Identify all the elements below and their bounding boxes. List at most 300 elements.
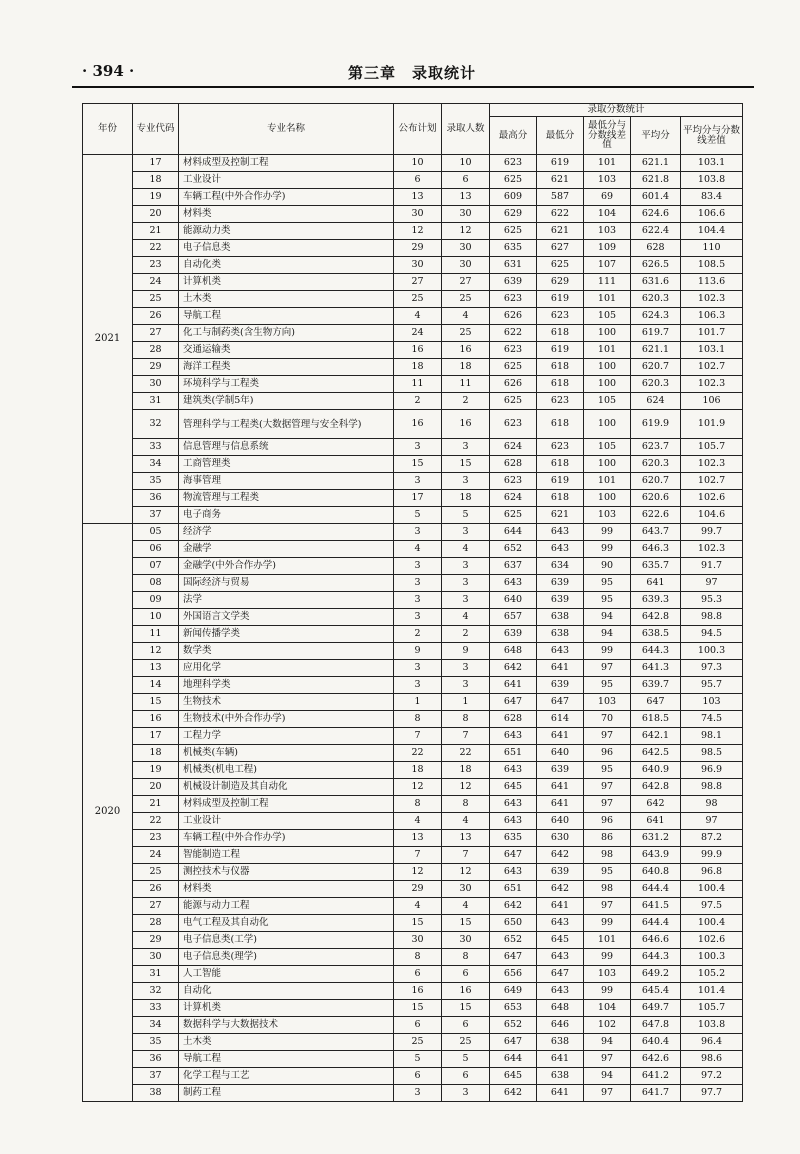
avg-score-cell: 631.2	[631, 830, 681, 847]
admitted-cell: 2	[442, 626, 490, 643]
major-code-cell: 28	[133, 915, 179, 932]
major-code-cell: 25	[133, 291, 179, 308]
avg-diff-cell: 103.8	[681, 1017, 743, 1034]
admitted-cell: 3	[442, 660, 490, 677]
major-name-cell: 智能制造工程	[179, 847, 394, 864]
avg-diff-cell: 98.8	[681, 779, 743, 796]
table-row	[83, 558, 743, 575]
major-code-cell: 25	[133, 864, 179, 881]
admitted-cell: 4	[442, 541, 490, 558]
min-score-cell: 618	[537, 490, 584, 507]
max-score-cell: 628	[490, 456, 537, 473]
major-name-cell: 信息管理与信息系统	[179, 439, 394, 456]
max-score-cell: 643	[490, 575, 537, 592]
max-score-cell: 657	[490, 609, 537, 626]
max-score-cell: 656	[490, 966, 537, 983]
major-code-cell: 18	[133, 172, 179, 189]
min-diff-cell: 99	[584, 983, 631, 1000]
min-score-cell: 643	[537, 524, 584, 541]
avg-score-cell: 621.1	[631, 342, 681, 359]
table-row	[83, 1034, 743, 1051]
avg-diff-cell: 98.5	[681, 745, 743, 762]
min-diff-cell: 94	[584, 609, 631, 626]
planned-cell: 3	[394, 558, 442, 575]
major-name-cell: 海事管理	[179, 473, 394, 490]
min-diff-cell: 99	[584, 524, 631, 541]
min-diff-cell: 101	[584, 291, 631, 308]
avg-score-cell: 649.2	[631, 966, 681, 983]
max-score-cell: 645	[490, 779, 537, 796]
table-row	[83, 745, 743, 762]
admitted-cell: 8	[442, 711, 490, 728]
major-name-cell: 材料成型及控制工程	[179, 155, 394, 172]
avg-score-cell: 639.7	[631, 677, 681, 694]
major-code-cell: 22	[133, 813, 179, 830]
major-code-cell: 32	[133, 983, 179, 1000]
planned-cell: 22	[394, 745, 442, 762]
max-score-cell: 643	[490, 796, 537, 813]
major-code-cell: 33	[133, 439, 179, 456]
planned-cell: 30	[394, 257, 442, 274]
min-score-cell: 623	[537, 393, 584, 410]
min-score-cell: 643	[537, 915, 584, 932]
table-row	[83, 342, 743, 359]
avg-diff-cell: 91.7	[681, 558, 743, 575]
admitted-cell: 15	[442, 456, 490, 473]
avg-score-cell: 628	[631, 240, 681, 257]
avg-diff-cell: 101.9	[681, 410, 743, 439]
avg-score-cell: 644.3	[631, 643, 681, 660]
planned-cell: 17	[394, 490, 442, 507]
avg-score-cell: 621.1	[631, 155, 681, 172]
planned-cell: 3	[394, 524, 442, 541]
min-diff-cell: 90	[584, 558, 631, 575]
planned-cell: 5	[394, 1051, 442, 1068]
admitted-cell: 4	[442, 898, 490, 915]
major-code-cell: 21	[133, 223, 179, 240]
major-name-cell: 交通运输类	[179, 342, 394, 359]
avg-score-cell: 641.3	[631, 660, 681, 677]
major-name-cell: 车辆工程(中外合作办学)	[179, 189, 394, 206]
major-code-cell: 05	[133, 524, 179, 541]
major-name-cell: 金融学(中外合作办学)	[179, 558, 394, 575]
major-code-cell: 17	[133, 155, 179, 172]
avg-diff-cell: 74.5	[681, 711, 743, 728]
min-diff-cell: 95	[584, 592, 631, 609]
avg-diff-cell: 102.6	[681, 490, 743, 507]
table-row	[83, 575, 743, 592]
max-score-cell: 645	[490, 1068, 537, 1085]
avg-diff-cell: 102.6	[681, 932, 743, 949]
table-row	[83, 847, 743, 864]
max-score-cell: 622	[490, 325, 537, 342]
min-score-cell: 623	[537, 439, 584, 456]
min-diff-cell: 97	[584, 1051, 631, 1068]
max-score-cell: 623	[490, 155, 537, 172]
major-name-cell: 数据科学与大数据技术	[179, 1017, 394, 1034]
admitted-cell: 15	[442, 1000, 490, 1017]
min-diff-cell: 97	[584, 779, 631, 796]
year-cell: 2021	[83, 155, 133, 524]
admission-table-container	[82, 103, 742, 1102]
avg-score-cell: 644.4	[631, 915, 681, 932]
avg-diff-cell: 103.8	[681, 172, 743, 189]
major-code-cell: 13	[133, 660, 179, 677]
major-code-cell: 30	[133, 376, 179, 393]
admitted-cell: 6	[442, 1017, 490, 1034]
major-code-cell: 16	[133, 711, 179, 728]
min-score-cell: 641	[537, 1085, 584, 1102]
min-diff-cell: 95	[584, 677, 631, 694]
table-row	[83, 677, 743, 694]
planned-cell: 6	[394, 1068, 442, 1085]
max-score-cell: 647	[490, 949, 537, 966]
table-row	[83, 949, 743, 966]
avg-diff-cell: 97.7	[681, 1085, 743, 1102]
admitted-cell: 25	[442, 1034, 490, 1051]
admitted-cell: 18	[442, 490, 490, 507]
table-row	[83, 490, 743, 507]
min-score-cell: 645	[537, 932, 584, 949]
table-row	[83, 779, 743, 796]
avg-diff-cell: 98.1	[681, 728, 743, 745]
planned-cell: 8	[394, 949, 442, 966]
avg-score-cell: 620.3	[631, 456, 681, 473]
avg-diff-cell: 97.2	[681, 1068, 743, 1085]
table-row	[83, 626, 743, 643]
avg-score-cell: 620.3	[631, 291, 681, 308]
admitted-cell: 3	[442, 1085, 490, 1102]
min-score-cell: 618	[537, 410, 584, 439]
major-name-cell: 工程力学	[179, 728, 394, 745]
admitted-cell: 1	[442, 694, 490, 711]
admitted-cell: 5	[442, 1051, 490, 1068]
avg-diff-cell: 100.3	[681, 949, 743, 966]
admitted-cell: 2	[442, 393, 490, 410]
planned-cell: 15	[394, 915, 442, 932]
avg-diff-cell: 101.7	[681, 325, 743, 342]
planned-cell: 4	[394, 541, 442, 558]
header-avg-diff: 平均分与分数线差值	[681, 117, 743, 155]
avg-diff-cell: 98.8	[681, 609, 743, 626]
admitted-cell: 18	[442, 359, 490, 376]
table-row	[83, 983, 743, 1000]
admitted-cell: 3	[442, 439, 490, 456]
min-score-cell: 647	[537, 966, 584, 983]
table-row	[83, 507, 743, 524]
admitted-cell: 30	[442, 240, 490, 257]
avg-score-cell: 644.4	[631, 881, 681, 898]
avg-diff-cell: 103	[681, 694, 743, 711]
table-row	[83, 1085, 743, 1102]
min-diff-cell: 96	[584, 745, 631, 762]
avg-score-cell: 624	[631, 393, 681, 410]
avg-score-cell: 646.6	[631, 932, 681, 949]
min-diff-cell: 104	[584, 1000, 631, 1017]
max-score-cell: 625	[490, 507, 537, 524]
avg-score-cell: 620.7	[631, 473, 681, 490]
planned-cell: 3	[394, 1085, 442, 1102]
avg-score-cell: 601.4	[631, 189, 681, 206]
table-row	[83, 796, 743, 813]
min-score-cell: 643	[537, 541, 584, 558]
major-code-cell: 35	[133, 473, 179, 490]
planned-cell: 25	[394, 1034, 442, 1051]
avg-diff-cell: 102.7	[681, 359, 743, 376]
min-diff-cell: 99	[584, 915, 631, 932]
min-score-cell: 639	[537, 592, 584, 609]
major-code-cell: 34	[133, 456, 179, 473]
avg-diff-cell: 104.6	[681, 507, 743, 524]
min-score-cell: 641	[537, 660, 584, 677]
avg-diff-cell: 96.9	[681, 762, 743, 779]
table-row	[83, 376, 743, 393]
avg-diff-cell: 97.3	[681, 660, 743, 677]
major-code-cell: 20	[133, 206, 179, 223]
avg-diff-cell: 106	[681, 393, 743, 410]
major-name-cell: 国际经济与贸易	[179, 575, 394, 592]
avg-diff-cell: 102.3	[681, 376, 743, 393]
planned-cell: 8	[394, 711, 442, 728]
min-score-cell: 621	[537, 223, 584, 240]
max-score-cell: 609	[490, 189, 537, 206]
major-name-cell: 计算机类	[179, 1000, 394, 1017]
avg-score-cell: 644.3	[631, 949, 681, 966]
avg-diff-cell: 106.3	[681, 308, 743, 325]
avg-score-cell: 641	[631, 575, 681, 592]
planned-cell: 24	[394, 325, 442, 342]
min-score-cell: 618	[537, 456, 584, 473]
min-score-cell: 614	[537, 711, 584, 728]
max-score-cell: 640	[490, 592, 537, 609]
admitted-cell: 7	[442, 728, 490, 745]
avg-diff-cell: 103.1	[681, 155, 743, 172]
avg-diff-cell: 100.4	[681, 881, 743, 898]
min-score-cell: 619	[537, 291, 584, 308]
min-diff-cell: 97	[584, 796, 631, 813]
avg-score-cell: 640.4	[631, 1034, 681, 1051]
admitted-cell: 22	[442, 745, 490, 762]
min-diff-cell: 100	[584, 359, 631, 376]
table-row	[83, 257, 743, 274]
max-score-cell: 651	[490, 745, 537, 762]
avg-diff-cell: 104.4	[681, 223, 743, 240]
planned-cell: 30	[394, 206, 442, 223]
avg-score-cell: 622.4	[631, 223, 681, 240]
max-score-cell: 643	[490, 813, 537, 830]
major-name-cell: 导航工程	[179, 1051, 394, 1068]
planned-cell: 6	[394, 966, 442, 983]
avg-score-cell: 639.3	[631, 592, 681, 609]
min-diff-cell: 94	[584, 626, 631, 643]
min-diff-cell: 98	[584, 881, 631, 898]
planned-cell: 8	[394, 796, 442, 813]
planned-cell: 18	[394, 762, 442, 779]
planned-cell: 27	[394, 274, 442, 291]
max-score-cell: 625	[490, 359, 537, 376]
min-diff-cell: 95	[584, 575, 631, 592]
table-row	[83, 762, 743, 779]
admitted-cell: 6	[442, 966, 490, 983]
min-score-cell: 622	[537, 206, 584, 223]
table-row	[83, 308, 743, 325]
avg-diff-cell: 95.7	[681, 677, 743, 694]
max-score-cell: 643	[490, 864, 537, 881]
major-name-cell: 计算机类	[179, 274, 394, 291]
avg-score-cell: 624.3	[631, 308, 681, 325]
min-diff-cell: 101	[584, 932, 631, 949]
major-code-cell: 09	[133, 592, 179, 609]
max-score-cell: 624	[490, 490, 537, 507]
major-code-cell: 30	[133, 949, 179, 966]
avg-score-cell: 638.5	[631, 626, 681, 643]
chapter-title: 第三章 录取统计	[347, 64, 476, 82]
avg-diff-cell: 101.4	[681, 983, 743, 1000]
table-row	[83, 439, 743, 456]
major-name-cell: 材料类	[179, 206, 394, 223]
major-name-cell: 人工智能	[179, 966, 394, 983]
header-avg-score: 平均分	[631, 117, 681, 155]
header-rule	[72, 86, 754, 88]
admitted-cell: 30	[442, 206, 490, 223]
avg-score-cell: 642.5	[631, 745, 681, 762]
avg-score-cell: 621.8	[631, 172, 681, 189]
major-name-cell: 工业设计	[179, 172, 394, 189]
min-diff-cell: 104	[584, 206, 631, 223]
min-diff-cell: 97	[584, 1085, 631, 1102]
min-diff-cell: 101	[584, 473, 631, 490]
table-row	[83, 932, 743, 949]
min-score-cell: 648	[537, 1000, 584, 1017]
major-name-cell: 应用化学	[179, 660, 394, 677]
min-diff-cell: 100	[584, 456, 631, 473]
min-score-cell: 618	[537, 325, 584, 342]
max-score-cell: 644	[490, 524, 537, 541]
admitted-cell: 16	[442, 342, 490, 359]
year-cell: 2020	[83, 524, 133, 1102]
page-number: · 394 ·	[82, 62, 135, 80]
planned-cell: 12	[394, 779, 442, 796]
table-row	[83, 274, 743, 291]
table-row	[83, 473, 743, 490]
major-code-cell: 12	[133, 643, 179, 660]
avg-score-cell: 635.7	[631, 558, 681, 575]
min-diff-cell: 107	[584, 257, 631, 274]
min-diff-cell: 102	[584, 1017, 631, 1034]
min-score-cell: 641	[537, 728, 584, 745]
major-code-cell: 11	[133, 626, 179, 643]
table-row	[83, 524, 743, 541]
header-major-code: 专业代码	[133, 104, 179, 155]
avg-diff-cell: 94.5	[681, 626, 743, 643]
min-score-cell: 640	[537, 813, 584, 830]
min-diff-cell: 109	[584, 240, 631, 257]
table-row	[83, 915, 743, 932]
max-score-cell: 625	[490, 393, 537, 410]
table-row	[83, 541, 743, 558]
planned-cell: 12	[394, 864, 442, 881]
table-row	[83, 206, 743, 223]
min-score-cell: 621	[537, 507, 584, 524]
min-score-cell: 638	[537, 1034, 584, 1051]
planned-cell: 12	[394, 223, 442, 240]
min-score-cell: 643	[537, 983, 584, 1000]
table-row	[83, 643, 743, 660]
max-score-cell: 649	[490, 983, 537, 1000]
avg-diff-cell: 96.4	[681, 1034, 743, 1051]
table-row	[83, 898, 743, 915]
avg-score-cell: 642.6	[631, 1051, 681, 1068]
major-code-cell: 37	[133, 1068, 179, 1085]
major-code-cell: 24	[133, 274, 179, 291]
max-score-cell: 644	[490, 1051, 537, 1068]
major-name-cell: 地理科学类	[179, 677, 394, 694]
min-diff-cell: 69	[584, 189, 631, 206]
min-diff-cell: 103	[584, 694, 631, 711]
table-row	[83, 813, 743, 830]
avg-score-cell: 622.6	[631, 507, 681, 524]
min-score-cell: 634	[537, 558, 584, 575]
avg-diff-cell: 102.3	[681, 456, 743, 473]
major-code-cell: 14	[133, 677, 179, 694]
major-name-cell: 材料类	[179, 881, 394, 898]
min-diff-cell: 101	[584, 342, 631, 359]
major-code-cell: 19	[133, 762, 179, 779]
min-score-cell: 625	[537, 257, 584, 274]
admitted-cell: 5	[442, 507, 490, 524]
min-score-cell: 621	[537, 172, 584, 189]
admitted-cell: 7	[442, 847, 490, 864]
admission-score-table	[82, 103, 743, 1102]
avg-score-cell: 645.4	[631, 983, 681, 1000]
major-name-cell: 机械类(车辆)	[179, 745, 394, 762]
min-score-cell: 643	[537, 949, 584, 966]
table-row	[83, 1017, 743, 1034]
min-diff-cell: 98	[584, 847, 631, 864]
max-score-cell: 623	[490, 410, 537, 439]
avg-diff-cell: 98.6	[681, 1051, 743, 1068]
max-score-cell: 651	[490, 881, 537, 898]
admitted-cell: 11	[442, 376, 490, 393]
admitted-cell: 3	[442, 677, 490, 694]
planned-cell: 2	[394, 393, 442, 410]
avg-score-cell: 647.8	[631, 1017, 681, 1034]
avg-score-cell: 646.3	[631, 541, 681, 558]
min-score-cell: 640	[537, 745, 584, 762]
min-score-cell: 629	[537, 274, 584, 291]
avg-score-cell: 640.9	[631, 762, 681, 779]
page-header	[72, 60, 752, 82]
min-diff-cell: 103	[584, 966, 631, 983]
admitted-cell: 13	[442, 830, 490, 847]
avg-score-cell: 642.8	[631, 779, 681, 796]
avg-score-cell: 642	[631, 796, 681, 813]
planned-cell: 4	[394, 898, 442, 915]
max-score-cell: 642	[490, 1085, 537, 1102]
max-score-cell: 642	[490, 660, 537, 677]
table-row	[83, 881, 743, 898]
major-name-cell: 金融学	[179, 541, 394, 558]
min-score-cell: 623	[537, 308, 584, 325]
min-diff-cell: 101	[584, 155, 631, 172]
major-name-cell: 工商管理类	[179, 456, 394, 473]
min-score-cell: 641	[537, 898, 584, 915]
avg-score-cell: 642.8	[631, 609, 681, 626]
planned-cell: 7	[394, 847, 442, 864]
admitted-cell: 3	[442, 592, 490, 609]
planned-cell: 30	[394, 932, 442, 949]
major-code-cell: 31	[133, 966, 179, 983]
